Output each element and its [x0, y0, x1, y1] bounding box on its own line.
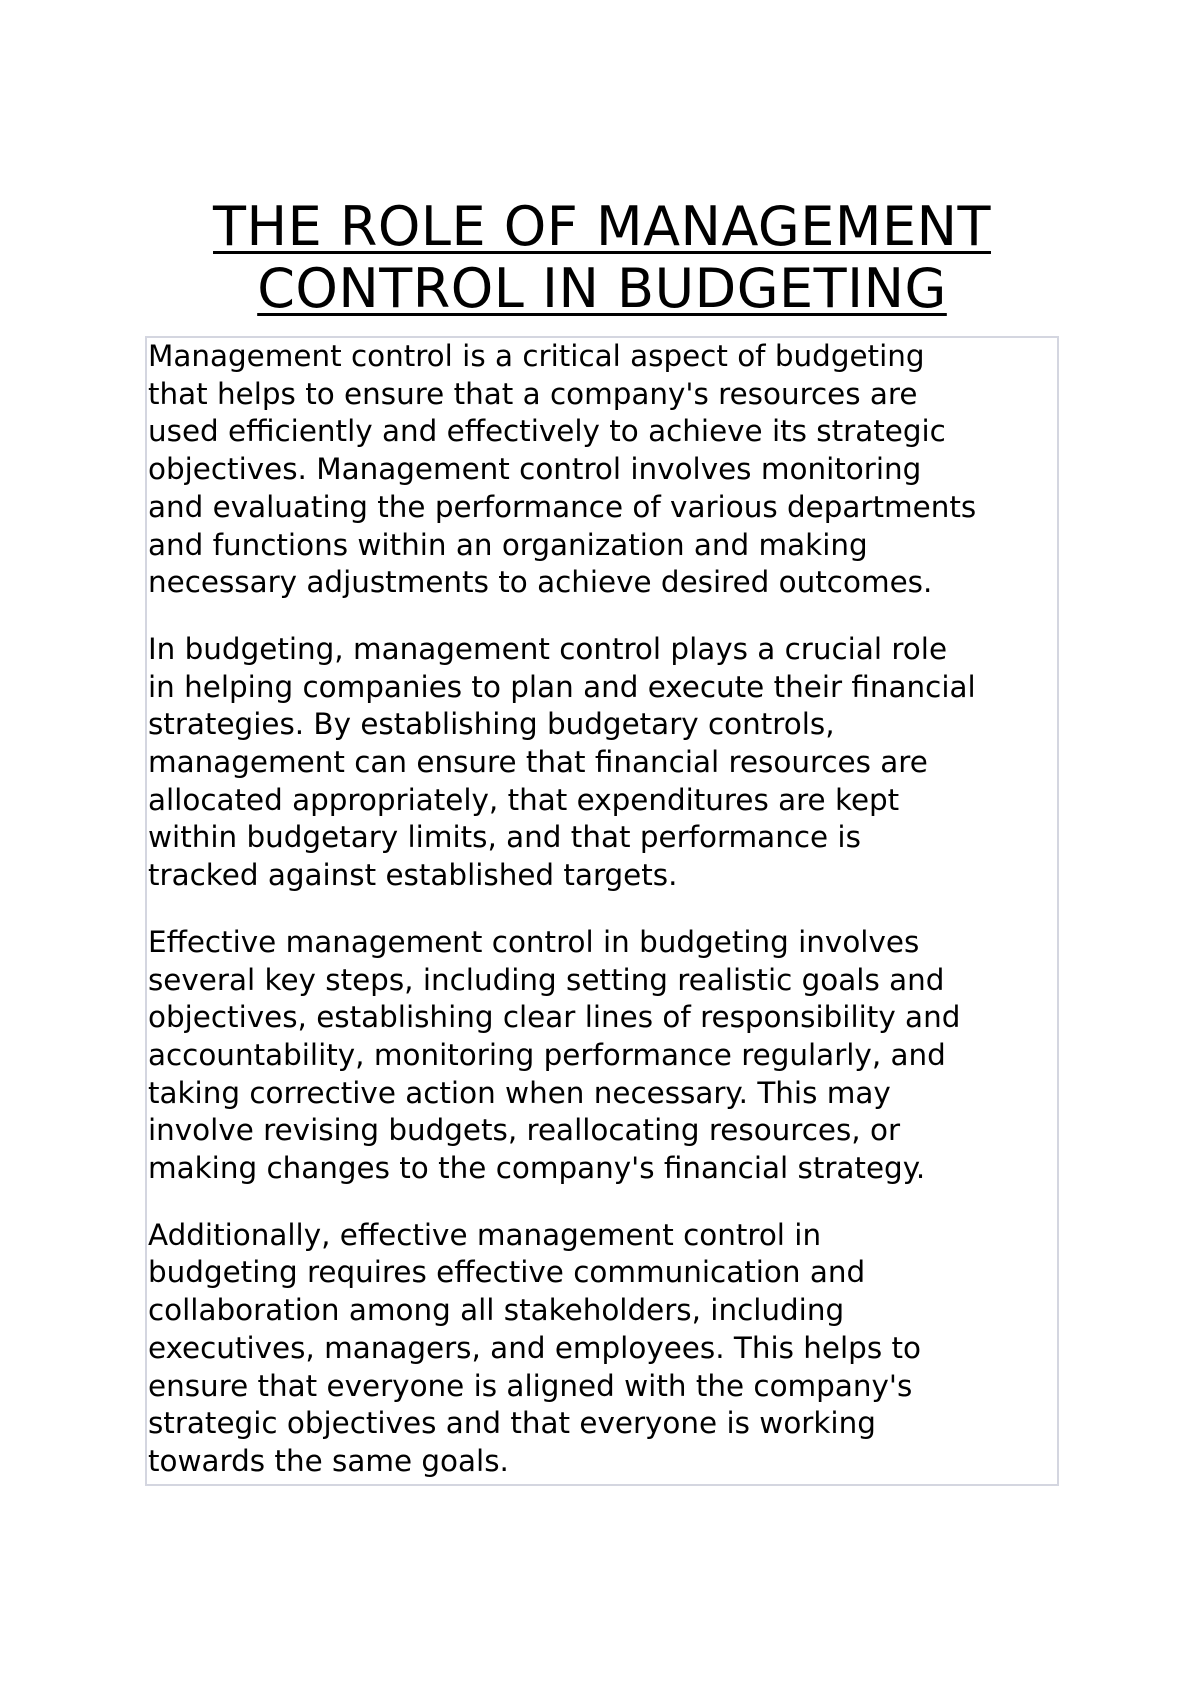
paragraph-1	[148, 338, 1057, 602]
text-line: used efficiently and effectively to achieve its strategic	[148, 414, 946, 449]
text-line: In budgeting, management control plays a crucial role	[148, 631, 948, 666]
paragraph-2	[148, 631, 1057, 895]
text-line: making changes to the company's financial strategy.	[148, 1151, 926, 1186]
text-line: management can ensure that financial resources are	[148, 745, 928, 780]
text-line: strategic objectives and that everyone is working	[148, 1406, 876, 1441]
text-line: tracked against established targets.	[148, 858, 678, 893]
text-line: towards the same goals.	[148, 1443, 509, 1478]
text-line: within budgetary limits, and that performance is	[148, 820, 861, 855]
text-line: Effective management control in budgeting involves	[148, 924, 920, 959]
text-line: and functions within an organization and making	[148, 527, 868, 562]
paragraph-4	[148, 1217, 1057, 1481]
title-line-1: THE ROLE OF MANAGEMENT	[213, 195, 991, 258]
text-line: that helps to ensure that a company's resources are	[148, 376, 918, 411]
text-line: several key steps, including setting realistic goals and	[148, 962, 945, 997]
text-line: Additionally, effective management control in	[148, 1217, 822, 1252]
text-line: involve revising budgets, reallocating resources, or	[148, 1113, 901, 1148]
text-line: ensure that everyone is aligned with the company's	[148, 1368, 913, 1403]
text-line: collaboration among all stakeholders, including	[148, 1293, 845, 1328]
text-line: objectives. Management control involves monitoring	[148, 452, 922, 487]
text-line: accountability, monitoring performance regularly, and	[148, 1037, 946, 1072]
text-line: Management control is a critical aspect of budgeting	[148, 339, 925, 373]
text-line: strategies. By establishing budgetary controls,	[148, 707, 835, 742]
text-line: necessary adjustments to achieve desired outcomes.	[148, 565, 933, 600]
text-line: in helping companies to plan and execute their financial	[148, 669, 976, 704]
text-line: objectives, establishing clear lines of responsibility and	[148, 1000, 961, 1035]
document-title	[145, 196, 1059, 320]
title-line-2: CONTROL IN BUDGETING	[257, 257, 947, 320]
text-line: executives, managers, and employees. This helps to	[148, 1330, 921, 1365]
body-text-box	[145, 336, 1059, 1486]
text-line: allocated appropriately, that expenditures are kept	[148, 782, 900, 817]
text-line: and evaluating the performance of various departments	[148, 489, 977, 524]
text-line: budgeting requires effective communication and	[148, 1255, 866, 1290]
text-line: taking corrective action when necessary. This may	[148, 1075, 891, 1110]
paragraph-3	[148, 924, 1057, 1188]
